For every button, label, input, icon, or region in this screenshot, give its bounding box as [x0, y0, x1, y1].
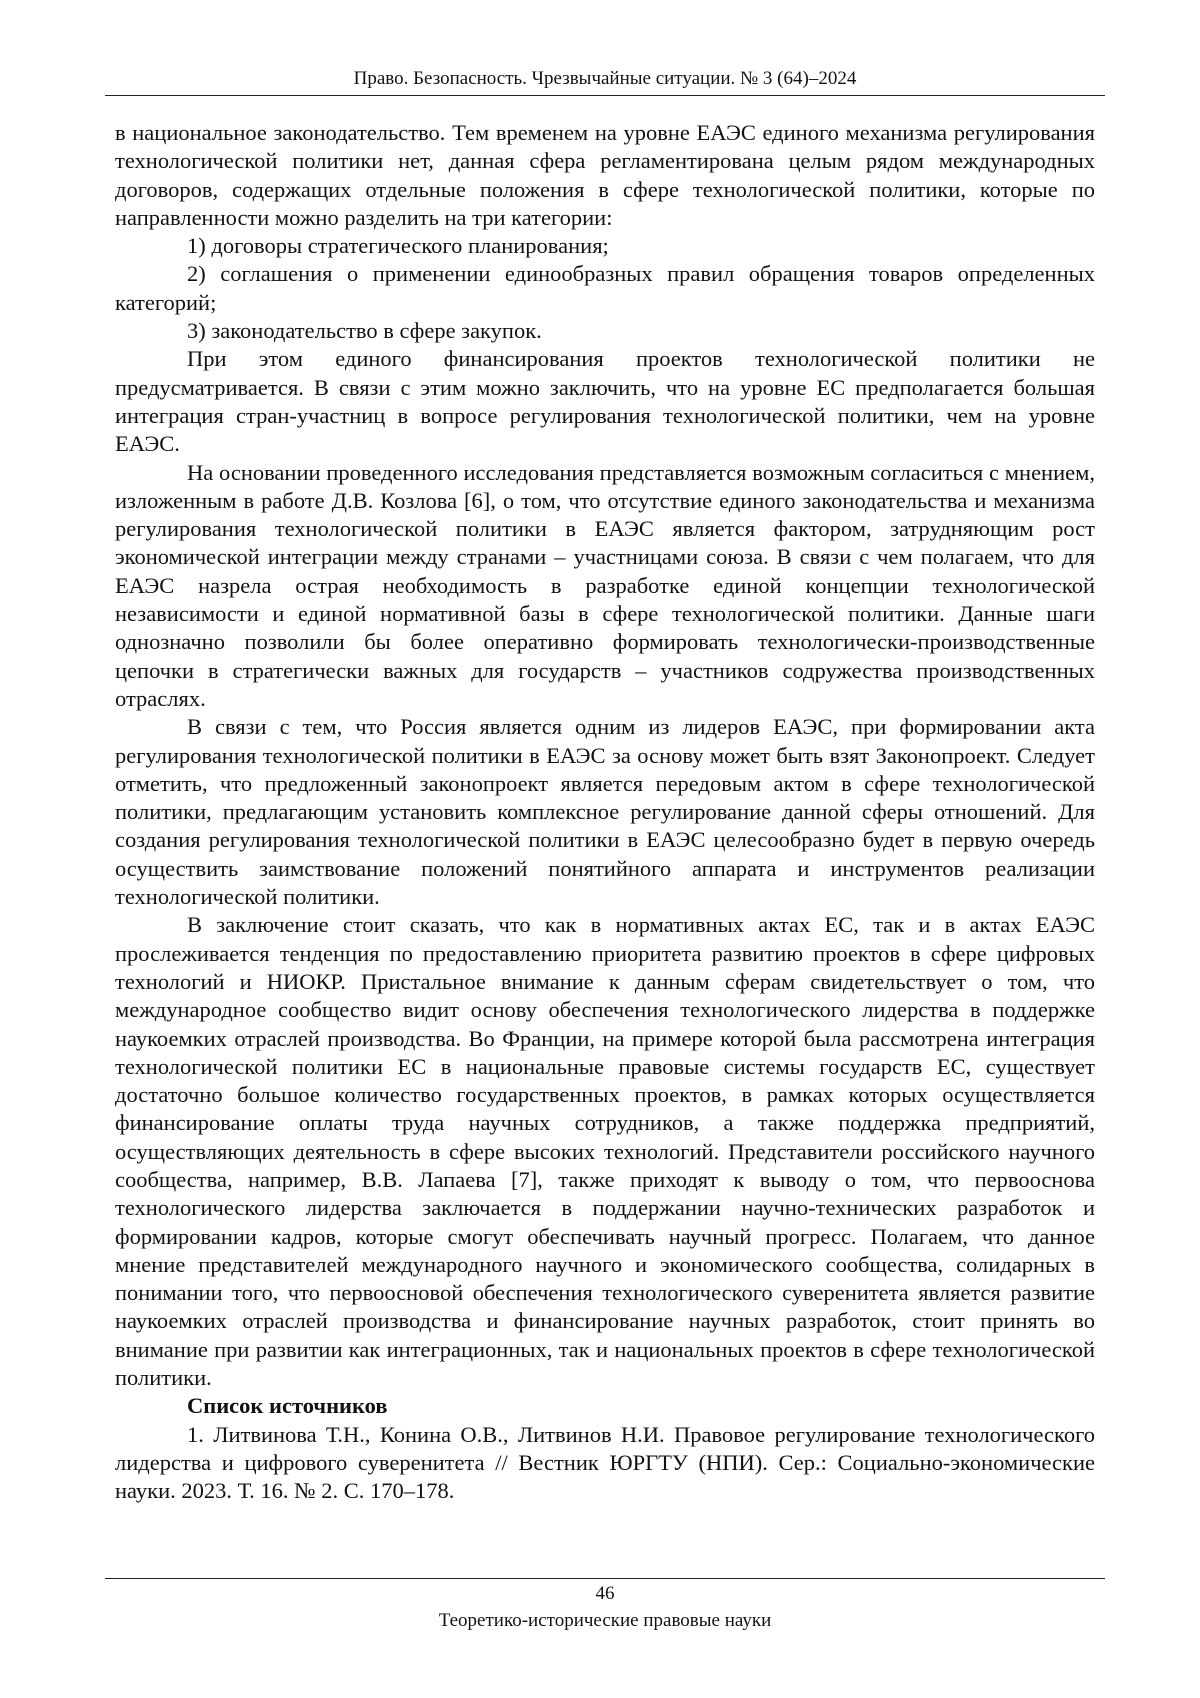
references-title: Список источников [187, 1393, 388, 1419]
list-item-1: 1) договоры стратегического планирования; [187, 233, 609, 259]
article-body [115, 119, 1095, 1506]
header-divider [105, 95, 1105, 96]
paragraph-conclusion: В заключение стоит сказать, что как в нормативных актах ЕС, так и в актах ЕАЭС прослеживается тенденция по предоставлению приоритета развитию проектов в сфере цифровых технологий и НИОКР. Пристальное внимание к данным сферам свидетельствует о том, что международное сообщество видит основу обеспечения технологического лидерства в поддержке наукоемких отраслей производства. Во Франции, на примере которой была рассмотрена интеграция технологической политики ЕС в национальные правовые системы государств ЕС, существует достаточно большое количество государственных проектов, в рамках которых осуществляется финансирование оплаты труда научных сотрудников, а также поддержка предприятий, осуществляющих деятельность в сфере высоких технологий. Представители российского научного сообщества, например, В.В. Лапаева [7], также приходят к выводу о том, что первооснова технологического лидерства заключается в поддержании научно-технических разработок и формировании кадров, которые смогут обеспечивать научный прогресс. Полагаем, что данное мнение представителей международного научного и экономического сообщества, солидарных в понимании того, что первоосновой обеспечения технологического суверенитета является развитие наукоемких отраслей производства и финансирование научных разработок, стоит принять во внимание при развитии как интеграционных, так и национальных проектов в сфере технологической политики. [115, 912, 1095, 1391]
footer-divider [105, 1578, 1105, 1579]
page-number: 46 [595, 1583, 615, 1604]
paragraph-continuation: в национальное законодательство. Тем временем на уровне ЕАЭС единого механизма регулирования технологической политики нет, данная сфера регламентирована целым рядом международных договоров, содержащих отдельные положения в сфере технологической политики, которые по направленности можно разделить на три категории: [115, 120, 1095, 230]
paragraph-financing: При этом единого финансирования проектов технологической политики не предусматривается. В связи с этим можно заключить, что на уровне ЕС предполагается большая интеграция стран-участниц в вопросе регулирования технологической политики, чем на уровне ЕАЭС. [115, 346, 1095, 457]
list-item-2: 2) соглашения о применении единообразных правил обращения товаров определенных категорий; [115, 261, 1095, 315]
footer-section-title: Теоретико-исторические правовые науки [438, 1610, 772, 1631]
reference-item: 1. Литвинова Т.Н., Конина О.В., Литвинов Н.И. Правовое регулирование технологического лидерства и цифрового суверенитета // Вестник ЮРГТУ (НПИ). Сер.: Социально-экономические науки. 2023. Т. 16. № 2. С. 170–178. [115, 1421, 1095, 1504]
paragraph-russia: В связи с тем, что Россия является одним из лидеров ЕАЭС, при формировании акта регулирования технологической политики в ЕАЭС за основу может быть взят Законопроект. Следует отметить, что предложенный законопроект является передовым актом в сфере технологической политики, предлагающим установить комплексное регулирование данной сферы отношений. Для создания регулирования технологической политики в ЕАЭС целесообразно будет в первую очередь осуществить заимствование положений понятийного аппарата и инструментов реализации технологической политики. [115, 714, 1095, 910]
paragraph-research: На основании проведенного исследования представляется возможным согласиться с мнением, изложенным в работе Д.В. Козлова [6], о том, что отсутствие единого законодательства и механизма регулирования технологической политики в ЕАЭС является фактором, затрудняющим рост экономической интеграции между странами – участницами союза. В связи с чем полагаем, что для ЕАЭС назрела острая необходимость в разработке единой концепции технологической независимости и единой нормативной базы в сфере технологической политики. Данные шаги однозначно позволили бы более оперативно формировать технологически-производственные цепочки в стратегически важных для государств – участников содружества производственных отраслях. [115, 459, 1095, 711]
running-header: Право. Безопасность. Чрезвычайные ситуации. № 3 (64)–2024 [353, 68, 857, 89]
list-item-3: 3) законодательство в сфере закупок. [187, 318, 542, 344]
